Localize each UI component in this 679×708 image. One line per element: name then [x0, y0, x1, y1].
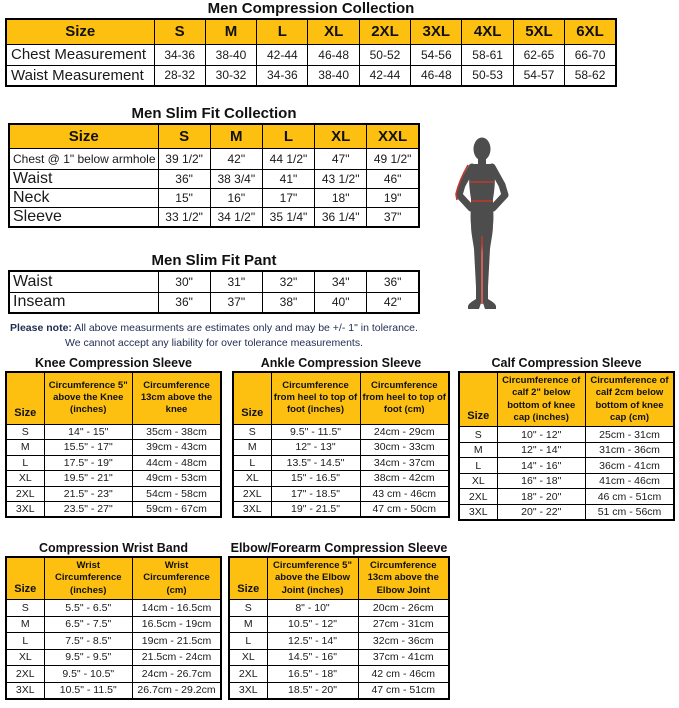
cell-value: 46 cm - 51cm: [586, 489, 675, 505]
header-row: [233, 372, 449, 424]
cell-value: 18.5" - 20": [267, 682, 358, 699]
table-row: [6, 616, 221, 633]
table-title: Men Compression Collection: [207, 0, 415, 17]
cell-value: 30cm - 33cm: [360, 440, 449, 456]
tolerance-note-line1: [8, 321, 420, 336]
table-title: Calf Compression Sleeve: [491, 356, 642, 370]
table-row: [6, 649, 221, 666]
cell-value: 49 1/2": [367, 148, 419, 169]
cell-value: 38 3/4": [210, 169, 262, 188]
cell-value: 36": [367, 271, 419, 292]
column-header: XXL: [367, 124, 419, 148]
row-label: M: [459, 442, 497, 458]
cell-value: 54-56: [411, 44, 462, 65]
cell-value: 24cm - 26.7cm: [133, 666, 222, 683]
cell-value: 32": [262, 271, 314, 292]
compression-wrist-band-section: [5, 540, 222, 700]
cell-value: 14cm - 16.5cm: [133, 600, 222, 617]
table-row: [6, 682, 221, 699]
cell-value: 19": [367, 188, 419, 207]
cell-value: 42": [367, 292, 419, 313]
table-row: [229, 633, 449, 650]
cell-value: 24cm - 29cm: [360, 424, 449, 440]
cell-value: 46": [367, 169, 419, 188]
cell-value: 47 cm - 51cm: [358, 682, 449, 699]
cell-value: 17": [262, 188, 314, 207]
table-row: [229, 682, 449, 699]
row-label: L: [233, 455, 271, 471]
cell-value: 6.5" - 7.5": [44, 616, 133, 633]
cell-value: 34cm - 37cm: [360, 455, 449, 471]
cell-value: 38-40: [205, 44, 256, 65]
cell-value: 33 1/2": [158, 207, 210, 227]
cell-value: 15": [158, 188, 210, 207]
table-row: [6, 65, 616, 86]
column-header: S: [158, 124, 210, 148]
cell-value: 37cm - 41cm: [358, 649, 449, 666]
table-row: [233, 440, 449, 456]
row-label: 2XL: [6, 666, 44, 683]
row-label: 3XL: [459, 504, 497, 520]
cell-value: 38": [262, 292, 314, 313]
table-row: [233, 424, 449, 440]
cell-value: 41cm - 46cm: [586, 473, 675, 489]
row-label: Waist: [9, 271, 158, 292]
cell-value: 21.5cm - 24cm: [133, 649, 222, 666]
cell-value: 44 1/2": [262, 148, 314, 169]
cell-value: 42-44: [359, 65, 410, 86]
cell-value: 34": [315, 271, 367, 292]
table-row: [229, 600, 449, 617]
cell-value: 46-48: [308, 44, 359, 65]
column-header: Circumference of calf 2" below bottom of knee cap (inches): [497, 372, 586, 427]
cell-value: 10.5" - 11.5": [44, 682, 133, 699]
men-slim-fit-pant-table: [8, 270, 420, 314]
cell-value: 42": [210, 148, 262, 169]
cell-value: 25cm - 31cm: [586, 427, 675, 443]
elbow-forearm-compression-sleeve-table: [228, 556, 450, 700]
cell-value: 30": [158, 271, 210, 292]
cell-value: 34-36: [257, 65, 308, 86]
column-header: 6XL: [565, 19, 616, 44]
header-row: [229, 557, 449, 600]
ankle-compression-sleeve-section: [232, 355, 450, 518]
cell-value: 26.7cm - 29.2cm: [133, 682, 222, 699]
calf-compression-sleeve-table: [458, 371, 675, 521]
cell-value: 50-53: [462, 65, 513, 86]
cell-value: 37": [210, 292, 262, 313]
cell-value: 35 1/4": [262, 207, 314, 227]
column-header: S: [154, 19, 205, 44]
cell-value: 54cm - 58cm: [133, 486, 222, 502]
column-header: L: [257, 19, 308, 44]
table-row: [9, 188, 419, 207]
header-row: [6, 372, 221, 424]
column-header: Wrist Circumference (inches): [44, 557, 133, 600]
column-header: 3XL: [411, 19, 462, 44]
cell-value: 27cm - 31cm: [358, 616, 449, 633]
tolerance-note-label: Please note:: [10, 322, 72, 334]
cell-value: 15" - 16.5": [271, 471, 360, 487]
cell-value: 12.5" - 14": [267, 633, 358, 650]
header-row: [6, 19, 616, 44]
cell-value: 21.5" - 23": [44, 486, 133, 502]
column-header: 2XL: [359, 19, 410, 44]
cell-value: 5.5" - 6.5": [44, 600, 133, 617]
cell-value: 39 1/2": [158, 148, 210, 169]
cell-value: 18": [315, 188, 367, 207]
table-row: [9, 169, 419, 188]
cell-value: 47": [315, 148, 367, 169]
tolerance-note-text: All above measurments are estimates only and may be +/- 1" in tolerance.: [71, 322, 418, 334]
table-row: [229, 616, 449, 633]
cell-value: 20" - 22": [497, 504, 586, 520]
table-title: Men Slim Fit Pant: [151, 252, 277, 269]
row-label: Chest @ 1" below armhole: [9, 148, 158, 169]
table-title: Ankle Compression Sleeve: [260, 356, 422, 370]
men-compression-collection-section: [5, 0, 617, 87]
row-label: 3XL: [6, 682, 44, 699]
cell-value: 17" - 18.5": [271, 486, 360, 502]
cell-value: 36 1/4": [315, 207, 367, 227]
row-label: S: [6, 600, 44, 617]
cell-value: 41": [262, 169, 314, 188]
knee-compression-sleeve-table: [5, 371, 222, 518]
cell-value: 39cm - 43cm: [133, 440, 222, 456]
row-label: L: [229, 633, 267, 650]
row-label: XL: [233, 471, 271, 487]
table-row: [459, 504, 674, 520]
size-column-header: Size: [9, 124, 158, 148]
table-row: [6, 486, 221, 502]
table-row: [6, 440, 221, 456]
cell-value: 15.5" - 17": [44, 440, 133, 456]
table-row: [233, 486, 449, 502]
table-row: [9, 207, 419, 227]
row-label: M: [229, 616, 267, 633]
table-row: [6, 600, 221, 617]
row-label: M: [6, 616, 44, 633]
figure-neck: [478, 155, 486, 165]
row-label: 2XL: [459, 489, 497, 505]
column-header: M: [205, 19, 256, 44]
cell-value: 14" - 16": [497, 458, 586, 474]
table-row: [459, 458, 674, 474]
row-label: Inseam: [9, 292, 158, 313]
cell-value: 23.5" - 27": [44, 502, 133, 518]
row-label: S: [459, 427, 497, 443]
cell-value: 34 1/2": [210, 207, 262, 227]
cell-value: 12" - 14": [497, 442, 586, 458]
men-slim-fit-collection-section: [8, 104, 420, 228]
cell-value: 42 cm - 46cm: [358, 666, 449, 683]
table-row: [6, 633, 221, 650]
cell-value: 43 cm - 46cm: [360, 486, 449, 502]
column-header: Wrist Circumference (cm): [133, 557, 222, 600]
size-column-header: Size: [233, 372, 271, 424]
cell-value: 31": [210, 271, 262, 292]
size-column-header: Size: [6, 372, 44, 424]
tolerance-note: [8, 321, 420, 351]
row-label: 3XL: [6, 502, 44, 518]
row-label: XL: [6, 471, 44, 487]
cell-value: 35cm - 38cm: [133, 424, 222, 440]
row-label: 2XL: [6, 486, 44, 502]
column-header: Circumference 5" above the Knee (inches): [44, 372, 133, 424]
cell-value: 62-65: [513, 44, 564, 65]
table-row: [6, 666, 221, 683]
table-row: [6, 44, 616, 65]
cell-value: 51 cm - 56cm: [586, 504, 675, 520]
tolerance-note-line2: We cannot accept any liability for over tolerance measurements.: [64, 337, 364, 350]
column-header: Circumference 13cm above the knee: [133, 372, 222, 424]
cell-value: 13.5" - 14.5": [271, 455, 360, 471]
cell-value: 59cm - 67cm: [133, 502, 222, 518]
cell-value: 38-40: [308, 65, 359, 86]
row-label: Chest Measurement: [6, 44, 154, 65]
row-label: L: [6, 455, 44, 471]
table-row: [6, 424, 221, 440]
size-column-header: Size: [6, 557, 44, 600]
cell-value: 16.5cm - 19cm: [133, 616, 222, 633]
cell-value: 37": [367, 207, 419, 227]
cell-value: 44cm - 48cm: [133, 455, 222, 471]
cell-value: 40": [315, 292, 367, 313]
column-header: L: [262, 124, 314, 148]
cell-value: 30-32: [205, 65, 256, 86]
cell-value: 16.5" - 18": [267, 666, 358, 683]
cell-value: 16" - 18": [497, 473, 586, 489]
cell-value: 9.5" - 11.5": [271, 424, 360, 440]
cell-value: 10.5" - 12": [267, 616, 358, 633]
header-row: [9, 124, 419, 148]
knee-compression-sleeve-section: [5, 355, 222, 518]
column-header: Circumference of calf 2cm below bottom of knee cap (cm): [586, 372, 675, 427]
cell-value: 36cm - 41cm: [586, 458, 675, 474]
row-label: Sleeve: [9, 207, 158, 227]
size-column-header: Size: [229, 557, 267, 600]
row-label: XL: [229, 649, 267, 666]
cell-value: 19cm - 21.5cm: [133, 633, 222, 650]
size-column-header: Size: [6, 19, 154, 44]
table-row: [6, 471, 221, 487]
table-row: [233, 471, 449, 487]
table-row: [9, 271, 419, 292]
row-label: XL: [6, 649, 44, 666]
table-row: [233, 455, 449, 471]
table-row: [459, 473, 674, 489]
table-row: [229, 649, 449, 666]
column-header: Circumference from heel to top of foot (inches): [271, 372, 360, 424]
cell-value: 36": [158, 169, 210, 188]
cell-value: 12" - 13": [271, 440, 360, 456]
column-header: Circumference from heel to top of foot (cm): [360, 372, 449, 424]
row-label: XL: [459, 473, 497, 489]
table-row: [229, 666, 449, 683]
cell-value: 31cm - 36cm: [586, 442, 675, 458]
column-header: Circumference 5" above the Elbow Joint (inches): [267, 557, 358, 600]
table-row: [233, 502, 449, 518]
cell-value: 54-57: [513, 65, 564, 86]
row-label: S: [6, 424, 44, 440]
men-slim-fit-pant-section: [8, 251, 420, 314]
table-row: [459, 442, 674, 458]
cell-value: 49cm - 53cm: [133, 471, 222, 487]
cell-value: 16": [210, 188, 262, 207]
cell-value: 18" - 20": [497, 489, 586, 505]
table-row: [9, 292, 419, 313]
cell-value: 58-62: [565, 65, 616, 86]
cell-value: 28-32: [154, 65, 205, 86]
cell-value: 58-61: [462, 44, 513, 65]
cell-value: 42-44: [257, 44, 308, 65]
row-label: Waist Measurement: [6, 65, 154, 86]
header-row: [459, 372, 674, 427]
cell-value: 10" - 12": [497, 427, 586, 443]
cell-value: 17.5" - 19": [44, 455, 133, 471]
row-label: S: [229, 600, 267, 617]
calf-compression-sleeve-section: [458, 355, 675, 521]
header-row: [6, 557, 221, 600]
row-label: 2XL: [229, 666, 267, 683]
table-title: Compression Wrist Band: [38, 541, 189, 555]
cell-value: 32cm - 36cm: [358, 633, 449, 650]
table-row: [6, 502, 221, 518]
row-label: L: [459, 458, 497, 474]
cell-value: 7.5" - 8.5": [44, 633, 133, 650]
cell-value: 14.5" - 16": [267, 649, 358, 666]
column-header: M: [210, 124, 262, 148]
cell-value: 19" - 21.5": [271, 502, 360, 518]
table-title: Knee Compression Sleeve: [34, 356, 192, 370]
cell-value: 66-70: [565, 44, 616, 65]
male-figure-silhouette: [446, 137, 518, 317]
cell-value: 50-52: [359, 44, 410, 65]
cell-value: 34-36: [154, 44, 205, 65]
cell-value: 14" - 15": [44, 424, 133, 440]
cell-value: 19.5" - 21": [44, 471, 133, 487]
row-label: Neck: [9, 188, 158, 207]
row-label: S: [233, 424, 271, 440]
men-slim-fit-collection-table: [8, 123, 420, 228]
table-row: [459, 489, 674, 505]
row-label: 3XL: [233, 502, 271, 518]
cell-value: 47 cm - 50cm: [360, 502, 449, 518]
row-label: 3XL: [229, 682, 267, 699]
table-title: Men Slim Fit Collection: [131, 105, 297, 122]
elbow-forearm-compression-sleeve-section: [228, 540, 450, 700]
table-row: [9, 148, 419, 169]
cell-value: 43 1/2": [315, 169, 367, 188]
column-header: 5XL: [513, 19, 564, 44]
cell-value: 36": [158, 292, 210, 313]
column-header: XL: [308, 19, 359, 44]
cell-value: 9.5" - 9.5": [44, 649, 133, 666]
ankle-compression-sleeve-table: [232, 371, 450, 518]
table-title: Elbow/Forearm Compression Sleeve: [230, 541, 448, 555]
cell-value: 9.5" - 10.5": [44, 666, 133, 683]
table-row: [6, 455, 221, 471]
cell-value: 8" - 10": [267, 600, 358, 617]
row-label: Waist: [9, 169, 158, 188]
column-header: XL: [315, 124, 367, 148]
cell-value: 38cm - 42cm: [360, 471, 449, 487]
men-compression-collection-table: [5, 18, 617, 87]
column-header: 4XL: [462, 19, 513, 44]
row-label: M: [233, 440, 271, 456]
cell-value: 20cm - 26cm: [358, 600, 449, 617]
cell-value: 46-48: [411, 65, 462, 86]
row-label: M: [6, 440, 44, 456]
size-column-header: Size: [459, 372, 497, 427]
row-label: L: [6, 633, 44, 650]
row-label: 2XL: [233, 486, 271, 502]
column-header: Circumference 13cm above the Elbow Joint: [358, 557, 449, 600]
compression-wrist-band-table: [5, 556, 222, 700]
table-row: [459, 427, 674, 443]
